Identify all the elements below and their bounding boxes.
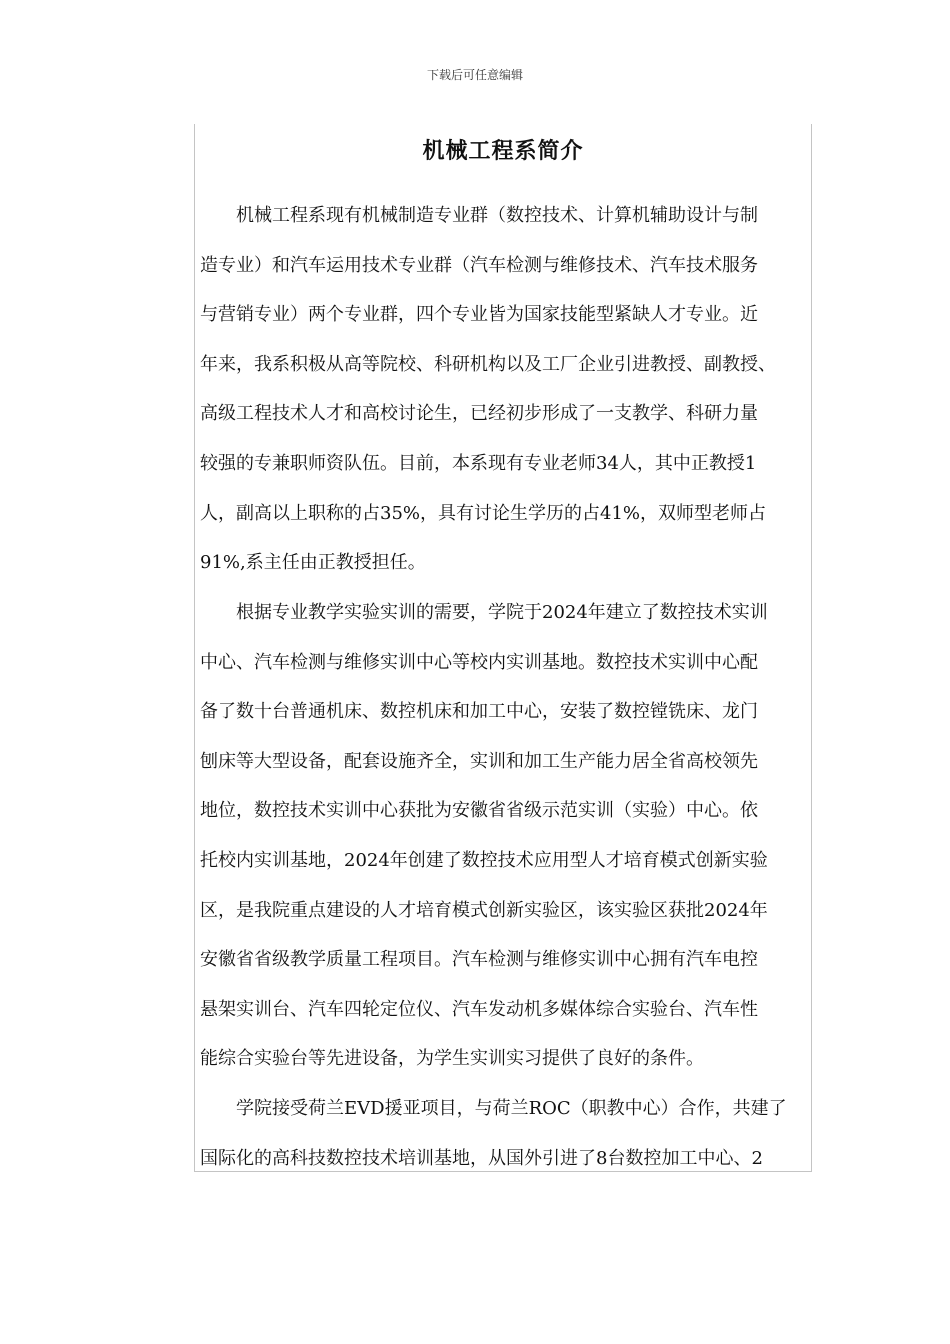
paragraph-line: 地位，数控技术实训中心获批为安徽省省级示范实训（实验）中心。依	[200, 800, 758, 822]
paragraph-line: 能综合实验台等先进设备，为学生实训实习提供了良好的条件。	[200, 1048, 704, 1070]
page-header-note: 下载后可任意编辑	[426, 68, 523, 82]
paragraph-line: 刨床等大型设备，配套设施齐全，实训和加工生产能力居全省高校领先	[200, 750, 758, 772]
paragraph-line: 高级工程技术人才和高校讨论生，已经初步形成了一支教学、科研力量	[200, 403, 758, 425]
paragraph-line: 较强的专兼职师资队伍。目前，本系现有专业老师34人，其中正教授1	[200, 452, 757, 474]
paragraph-line: 年来，我系积极从高等院校、科研机构以及工厂企业引进教授、副教授、	[200, 353, 776, 375]
paragraph-line: 备了数十台普通机床、数控机床和加工中心，安装了数控镗铣床、龙门	[200, 701, 758, 723]
paragraph-line: 区，是我院重点建设的人才培育模式创新实验区，该实验区获批2024年	[200, 899, 768, 921]
paragraph-line: 91%,系主任由正教授担任。	[200, 552, 426, 574]
paragraph-line: 中心、汽车检测与维修实训中心等校内实训基地。数控技术实训中心配	[200, 651, 758, 673]
paragraph-line: 根据专业教学实验实训的需要，学院于2024年建立了数控技术实训	[200, 602, 768, 623]
paragraph-line: 学院接受荷兰EVD援亚项目，与荷兰ROC（职教中心）合作，共建了	[200, 1098, 787, 1119]
paragraph-line: 安徽省省级教学质量工程项目。汽车检测与维修实训中心拥有汽车电控	[200, 949, 758, 971]
paragraph-line: 国际化的高科技数控技术培训基地，从国外引进了8台数控加工中心、2	[200, 1147, 763, 1169]
paragraph-1	[200, 191, 812, 588]
paragraph-2	[200, 588, 812, 1084]
paragraph-line: 托校内实训基地，2024年创建了数控技术应用型人才培育模式创新实验	[200, 849, 768, 871]
paragraph-line: 人，副高以上职称的占35%，具有讨论生学历的占41%，双师型老师占	[200, 502, 767, 524]
paragraph-3	[200, 1084, 812, 1183]
paragraph-line: 造专业）和汽车运用技术专业群（汽车检测与维修技术、汽车技术服务	[200, 254, 758, 276]
paragraph-line: 悬架实训台、汽车四轮定位仪、汽车发动机多媒体综合实验台、汽车性	[200, 998, 758, 1020]
paragraph-line: 与营销专业）两个专业群，四个专业皆为国家技能型紧缺人才专业。近	[200, 304, 758, 326]
paragraph-line: 机械工程系现有机械制造专业群（数控技术、计算机辅助设计与制	[200, 205, 758, 226]
document-title: 机械工程系简介	[422, 139, 584, 164]
